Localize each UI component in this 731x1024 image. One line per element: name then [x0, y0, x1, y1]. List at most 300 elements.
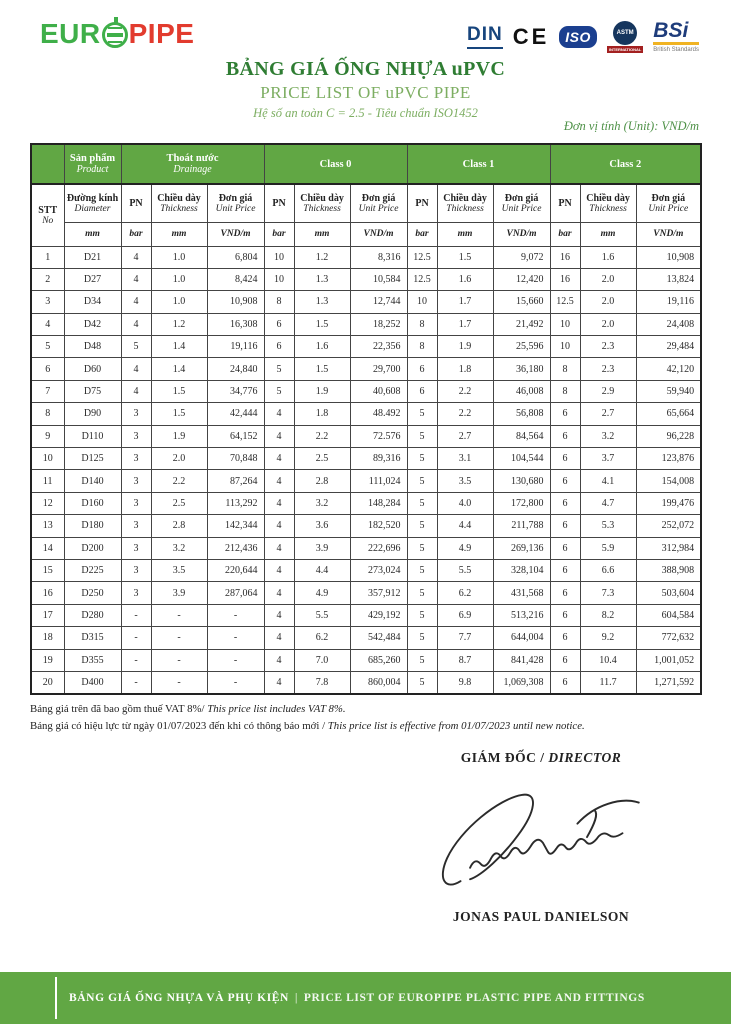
- price-cell: 8,316: [350, 246, 407, 268]
- table-row: [31, 582, 701, 604]
- price-cell: 772,632: [636, 627, 701, 649]
- pn-cell: 4: [264, 582, 294, 604]
- price-cell: 59,940: [636, 380, 701, 402]
- thickness-cell: 1.5: [437, 246, 493, 268]
- table-group-header-row: [31, 144, 701, 184]
- footer-text-vi: BẢNG GIÁ ỐNG NHỰA VÀ PHỤ KIỆN: [69, 992, 289, 1004]
- ce-mark-icon: CE: [512, 23, 550, 49]
- diameter-cell: D21: [64, 246, 121, 268]
- bsi-caption: British Standards: [653, 47, 699, 53]
- thickness-cell: 4.4: [294, 559, 350, 581]
- pn-header: [550, 184, 580, 222]
- unit-mm: mm: [151, 222, 207, 246]
- pn-cell: 5: [121, 336, 151, 358]
- pn-cell: 6: [550, 425, 580, 447]
- thickness-cell: 1.7: [437, 291, 493, 313]
- pn-cell: -: [121, 671, 151, 693]
- pn-cell: 3: [121, 537, 151, 559]
- unit-bar: bar: [407, 222, 437, 246]
- table-units-row: [31, 222, 701, 246]
- thickness-cell: 2.0: [580, 268, 636, 290]
- table-row: [31, 649, 701, 671]
- diameter-header-en: Diameter: [74, 203, 111, 214]
- row-number-cell: 1: [31, 246, 64, 268]
- thickness-label-vi: Chiều dày: [157, 192, 201, 204]
- thickness-cell: 3.1: [437, 448, 493, 470]
- pn-cell: -: [121, 627, 151, 649]
- price-cell: 841,428: [493, 649, 550, 671]
- diameter-cell: D75: [64, 380, 121, 402]
- thickness-cell: 4.9: [294, 582, 350, 604]
- row-number-cell: 15: [31, 559, 64, 581]
- price-cell: -: [207, 671, 264, 693]
- thickness-cell: 2.7: [437, 425, 493, 447]
- price-cell: 644,004: [493, 627, 550, 649]
- bsi-letters: BSi: [653, 20, 699, 45]
- thickness-cell: 2.3: [580, 336, 636, 358]
- corner-cell: [31, 144, 64, 184]
- price-cell: 287,064: [207, 582, 264, 604]
- pn-label: PN: [272, 197, 286, 209]
- pn-cell: 6: [550, 671, 580, 693]
- price-cell: 123,876: [636, 448, 701, 470]
- pn-cell: 5: [407, 582, 437, 604]
- row-number-cell: 18: [31, 627, 64, 649]
- price-cell: 89,316: [350, 448, 407, 470]
- thickness-cell: 8.2: [580, 604, 636, 626]
- table-row: [31, 470, 701, 492]
- price-cell: 12,420: [493, 268, 550, 290]
- diameter-cell: D280: [64, 604, 121, 626]
- thickness-header: [294, 184, 350, 222]
- table-row: [31, 537, 701, 559]
- thickness-cell: 1.0: [151, 268, 207, 290]
- price-cell: 328,104: [493, 559, 550, 581]
- astm-globe-icon: ASTM: [613, 21, 637, 45]
- price-cell: -: [207, 627, 264, 649]
- table-row: [31, 671, 701, 693]
- row-number-cell: 7: [31, 380, 64, 402]
- note-vat-en: This price list includes VAT 8%.: [207, 703, 346, 715]
- pn-cell: 10: [550, 336, 580, 358]
- group-header-class2: [550, 144, 701, 184]
- pn-cell: 12.5: [407, 268, 437, 290]
- pn-cell: 6: [264, 336, 294, 358]
- thickness-label-en: Thickness: [589, 203, 627, 214]
- thickness-cell: 11.7: [580, 671, 636, 693]
- signature-block: [391, 750, 691, 925]
- group-header-class0: [264, 144, 407, 184]
- pn-cell: 10: [264, 246, 294, 268]
- diameter-header: [64, 184, 121, 222]
- price-cell: 429,192: [350, 604, 407, 626]
- safety-factor-subtitle: Hệ số an toàn C = 2.5 - Tiêu chuẩn ISO1452: [253, 106, 478, 120]
- price-cell: -: [207, 649, 264, 671]
- thickness-cell: 6.9: [437, 604, 493, 626]
- diameter-cell: D180: [64, 515, 121, 537]
- price-cell: 13,824: [636, 268, 701, 290]
- astm-logo: [607, 21, 643, 53]
- price-cell: 104,544: [493, 448, 550, 470]
- pn-cell: 4: [121, 380, 151, 402]
- iso-logo: ISO: [559, 26, 597, 48]
- pn-cell: 4: [264, 649, 294, 671]
- bsi-logo: [653, 20, 699, 53]
- thickness-cell: 4.4: [437, 515, 493, 537]
- thickness-cell: 2.2: [151, 470, 207, 492]
- stt-header-en: No: [42, 215, 54, 226]
- unit-mm: mm: [580, 222, 636, 246]
- price-label-vi: Đơn giá: [651, 192, 686, 204]
- thickness-label-vi: Chiều dày: [443, 192, 487, 204]
- row-number-cell: 2: [31, 268, 64, 290]
- thickness-cell: 1.6: [580, 246, 636, 268]
- pn-cell: 4: [264, 627, 294, 649]
- unit-note: Đơn vị tính (Unit): VND/m: [563, 119, 699, 133]
- table-row: [31, 380, 701, 402]
- pn-label: PN: [415, 197, 429, 209]
- price-cell: 357,912: [350, 582, 407, 604]
- price-cell: 9,072: [493, 246, 550, 268]
- diameter-cell: D48: [64, 336, 121, 358]
- product-header-vi: Sản phẩm: [69, 153, 116, 164]
- diameter-cell: D160: [64, 492, 121, 514]
- thickness-cell: 5.9: [580, 537, 636, 559]
- thickness-cell: 5.3: [580, 515, 636, 537]
- thickness-cell: 1.4: [151, 358, 207, 380]
- footer-divider-line: [55, 977, 57, 1019]
- price-cell: 130,680: [493, 470, 550, 492]
- thickness-cell: 7.8: [294, 671, 350, 693]
- pn-cell: 4: [264, 470, 294, 492]
- pn-cell: 5: [407, 671, 437, 693]
- row-number-cell: 5: [31, 336, 64, 358]
- pn-cell: 12.5: [550, 291, 580, 313]
- director-title: [391, 750, 691, 766]
- pn-label: PN: [558, 197, 572, 209]
- pn-cell: 5: [407, 403, 437, 425]
- thickness-cell: 5.5: [294, 604, 350, 626]
- diameter-cell: D42: [64, 313, 121, 335]
- thickness-cell: 8.7: [437, 649, 493, 671]
- price-cell: 12,744: [350, 291, 407, 313]
- thickness-cell: 3.6: [294, 515, 350, 537]
- pn-cell: 5: [264, 358, 294, 380]
- pn-cell: 4: [264, 448, 294, 470]
- price-cell: 172,800: [493, 492, 550, 514]
- pn-cell: 4: [264, 604, 294, 626]
- price-cell: 269,136: [493, 537, 550, 559]
- pn-cell: 6: [550, 604, 580, 626]
- price-cell: 388,908: [636, 559, 701, 581]
- table-sub-header-row: [31, 184, 701, 222]
- thickness-cell: -: [151, 627, 207, 649]
- price-cell: 42,444: [207, 403, 264, 425]
- diameter-cell: D250: [64, 582, 121, 604]
- director-title-en: DIRECTOR: [548, 750, 622, 765]
- thickness-cell: -: [151, 604, 207, 626]
- row-number-cell: 6: [31, 358, 64, 380]
- pn-cell: 3: [121, 470, 151, 492]
- note-effective-en: This price list is effective from 01/07/2023 until new notice.: [327, 719, 585, 732]
- diameter-cell: D225: [64, 559, 121, 581]
- price-cell: 860,004: [350, 671, 407, 693]
- thickness-cell: 1.9: [151, 425, 207, 447]
- diameter-cell: D34: [64, 291, 121, 313]
- pn-cell: 3: [121, 425, 151, 447]
- astm-caption: INTERNATIONAL: [608, 46, 642, 52]
- note-vat: [30, 701, 585, 718]
- price-label-vi: Đơn giá: [361, 192, 396, 204]
- pn-cell: 8: [407, 313, 437, 335]
- thickness-cell: 1.5: [294, 358, 350, 380]
- diameter-cell: D125: [64, 448, 121, 470]
- product-header-en: Product: [76, 164, 109, 175]
- price-cell: 19,116: [207, 336, 264, 358]
- pn-cell: 5: [407, 470, 437, 492]
- thickness-label-en: Thickness: [303, 203, 341, 214]
- price-cell: -: [207, 604, 264, 626]
- price-cell: 10,908: [636, 246, 701, 268]
- note-effective: [30, 718, 585, 735]
- thickness-cell: 1.5: [151, 403, 207, 425]
- note-vat-vi: Bảng giá trên đã bao gồm thuế VAT 8%/: [30, 703, 208, 715]
- pn-cell: -: [121, 649, 151, 671]
- price-cell: 40,608: [350, 380, 407, 402]
- pn-cell: 10: [550, 313, 580, 335]
- table-row: [31, 403, 701, 425]
- price-label-en: Unit Price: [501, 203, 542, 214]
- thickness-cell: 10.4: [580, 649, 636, 671]
- din-logo: DIN: [467, 24, 503, 49]
- price-cell: 64,152: [207, 425, 264, 447]
- pn-cell: 6: [550, 537, 580, 559]
- thickness-cell: 2.0: [151, 448, 207, 470]
- diameter-cell: D110: [64, 425, 121, 447]
- price-cell: 1,069,308: [493, 671, 550, 693]
- pn-cell: 5: [407, 604, 437, 626]
- pn-cell: 3: [121, 403, 151, 425]
- pn-cell: 16: [550, 268, 580, 290]
- table-row: [31, 425, 701, 447]
- price-label-vi: Đơn giá: [218, 192, 253, 204]
- price-cell: 1,001,052: [636, 649, 701, 671]
- pn-cell: 3: [121, 582, 151, 604]
- pn-cell: 6: [407, 358, 437, 380]
- pn-cell: 10: [407, 291, 437, 313]
- pn-header: [407, 184, 437, 222]
- pn-cell: 6: [264, 313, 294, 335]
- unit-mm: mm: [64, 222, 121, 246]
- pn-cell: 6: [550, 582, 580, 604]
- row-number-cell: 16: [31, 582, 64, 604]
- price-cell: 16,308: [207, 313, 264, 335]
- pn-cell: 4: [264, 492, 294, 514]
- price-cell: 211,788: [493, 515, 550, 537]
- thickness-cell: 3.5: [437, 470, 493, 492]
- group-class2-label: Class 2: [609, 158, 642, 170]
- price-cell: 29,484: [636, 336, 701, 358]
- pn-cell: 4: [264, 671, 294, 693]
- price-cell: 19,116: [636, 291, 701, 313]
- row-number-cell: 19: [31, 649, 64, 671]
- diameter-cell: D140: [64, 470, 121, 492]
- thickness-cell: 2.8: [294, 470, 350, 492]
- logo-text-eur: EUR: [40, 18, 101, 49]
- stt-header: [31, 184, 64, 246]
- unit-bar: bar: [264, 222, 294, 246]
- price-cell: 65,664: [636, 403, 701, 425]
- thickness-cell: 7.3: [580, 582, 636, 604]
- pn-cell: 5: [407, 448, 437, 470]
- price-cell: 24,840: [207, 358, 264, 380]
- thickness-cell: 1.6: [294, 336, 350, 358]
- price-cell: 96,228: [636, 425, 701, 447]
- price-cell: 154,008: [636, 470, 701, 492]
- diameter-cell: D200: [64, 537, 121, 559]
- pn-cell: 6: [550, 627, 580, 649]
- unit-bar: bar: [121, 222, 151, 246]
- price-cell: 142,344: [207, 515, 264, 537]
- pn-cell: 4: [264, 403, 294, 425]
- director-title-sep: /: [536, 750, 549, 765]
- table-row: [31, 291, 701, 313]
- thickness-cell: 5.5: [437, 559, 493, 581]
- thickness-cell: 2.2: [437, 403, 493, 425]
- row-number-cell: 4: [31, 313, 64, 335]
- thickness-label-vi: Chiều dày: [586, 192, 630, 204]
- thickness-cell: 3.5: [151, 559, 207, 581]
- price-cell: 513,216: [493, 604, 550, 626]
- unit-bar: bar: [550, 222, 580, 246]
- pn-cell: 4: [264, 515, 294, 537]
- pn-cell: 6: [550, 649, 580, 671]
- thickness-cell: 4.9: [437, 537, 493, 559]
- pn-cell: 4: [121, 268, 151, 290]
- price-cell: 212,436: [207, 537, 264, 559]
- price-cell: 10,584: [350, 268, 407, 290]
- thickness-cell: 3.2: [580, 425, 636, 447]
- pn-cell: 6: [550, 492, 580, 514]
- pn-cell: 12.5: [407, 246, 437, 268]
- page-title-english: PRICE LIST OF uPVC PIPE: [260, 83, 471, 102]
- thickness-cell: 4.0: [437, 492, 493, 514]
- price-cell: 36,180: [493, 358, 550, 380]
- thickness-cell: 6.2: [437, 582, 493, 604]
- thickness-cell: 1.2: [294, 246, 350, 268]
- price-header: [636, 184, 701, 222]
- thickness-cell: 1.7: [437, 313, 493, 335]
- table-row: [31, 358, 701, 380]
- group-header-class1: [407, 144, 550, 184]
- pn-cell: 5: [407, 627, 437, 649]
- thickness-cell: 4.7: [580, 492, 636, 514]
- price-cell: 10,908: [207, 291, 264, 313]
- unit-vnd: VND/m: [350, 222, 407, 246]
- pn-cell: 3: [121, 492, 151, 514]
- thickness-cell: 2.2: [437, 380, 493, 402]
- thickness-cell: 4.1: [580, 470, 636, 492]
- thickness-cell: 2.2: [294, 425, 350, 447]
- thickness-cell: 1.5: [294, 313, 350, 335]
- pn-cell: 4: [121, 246, 151, 268]
- thickness-cell: 2.5: [294, 448, 350, 470]
- price-cell: 199,476: [636, 492, 701, 514]
- thickness-label-en: Thickness: [160, 203, 198, 214]
- thickness-cell: 1.8: [294, 403, 350, 425]
- unit-mm: mm: [437, 222, 493, 246]
- thickness-cell: 2.0: [580, 291, 636, 313]
- table-row: [31, 627, 701, 649]
- price-cell: 252,072: [636, 515, 701, 537]
- row-number-cell: 13: [31, 515, 64, 537]
- page-title: BẢNG GIÁ ỐNG NHỰA uPVC: [225, 58, 506, 80]
- pn-label: PN: [129, 197, 143, 209]
- footnotes: [30, 701, 585, 734]
- pn-cell: 5: [407, 649, 437, 671]
- table-row: [31, 492, 701, 514]
- pn-cell: 6: [407, 380, 437, 402]
- price-cell: 29,700: [350, 358, 407, 380]
- group-class1-label: Class 1: [462, 158, 495, 170]
- pn-cell: 5: [407, 559, 437, 581]
- table-row: [31, 268, 701, 290]
- thickness-cell: 3.7: [580, 448, 636, 470]
- price-header: [207, 184, 264, 222]
- product-header: [64, 144, 121, 184]
- group-class0-label: Class 0: [319, 158, 352, 170]
- price-cell: 84,564: [493, 425, 550, 447]
- thickness-label-en: Thickness: [446, 203, 484, 214]
- price-cell: 220,644: [207, 559, 264, 581]
- group-drainage-vi: Thoát nước: [166, 153, 219, 164]
- thickness-header: [151, 184, 207, 222]
- row-number-cell: 14: [31, 537, 64, 559]
- pn-cell: 3: [121, 448, 151, 470]
- price-cell: 87,264: [207, 470, 264, 492]
- price-cell: 503,604: [636, 582, 701, 604]
- thickness-cell: 6.2: [294, 627, 350, 649]
- price-cell: 431,568: [493, 582, 550, 604]
- price-label-vi: Đơn giá: [504, 192, 539, 204]
- price-cell: 70,848: [207, 448, 264, 470]
- logo-text-pipe: PIPE: [128, 18, 195, 49]
- pn-cell: 5: [407, 515, 437, 537]
- table-row: [31, 515, 701, 537]
- price-table: [30, 143, 702, 695]
- thickness-cell: -: [151, 671, 207, 693]
- thickness-cell: 2.5: [151, 492, 207, 514]
- thickness-cell: 2.0: [580, 313, 636, 335]
- thickness-cell: 2.9: [580, 380, 636, 402]
- pn-cell: 5: [407, 492, 437, 514]
- thickness-cell: 1.3: [294, 268, 350, 290]
- thickness-cell: 9.8: [437, 671, 493, 693]
- pn-cell: 6: [550, 448, 580, 470]
- thickness-cell: 2.3: [580, 358, 636, 380]
- handwritten-signature: [426, 780, 656, 898]
- price-cell: 22,356: [350, 336, 407, 358]
- pn-cell: 6: [550, 470, 580, 492]
- note-effective-vi: Bảng giá có hiệu lực từ ngày 01/07/2023 đến khi có thông báo mới /: [30, 719, 328, 732]
- title-block: [0, 58, 731, 121]
- thickness-label-vi: Chiều dày: [300, 192, 344, 204]
- thickness-cell: 1.4: [151, 336, 207, 358]
- footer-text: [69, 992, 645, 1004]
- pn-cell: 3: [121, 515, 151, 537]
- unit-vnd: VND/m: [493, 222, 550, 246]
- thickness-cell: 2.7: [580, 403, 636, 425]
